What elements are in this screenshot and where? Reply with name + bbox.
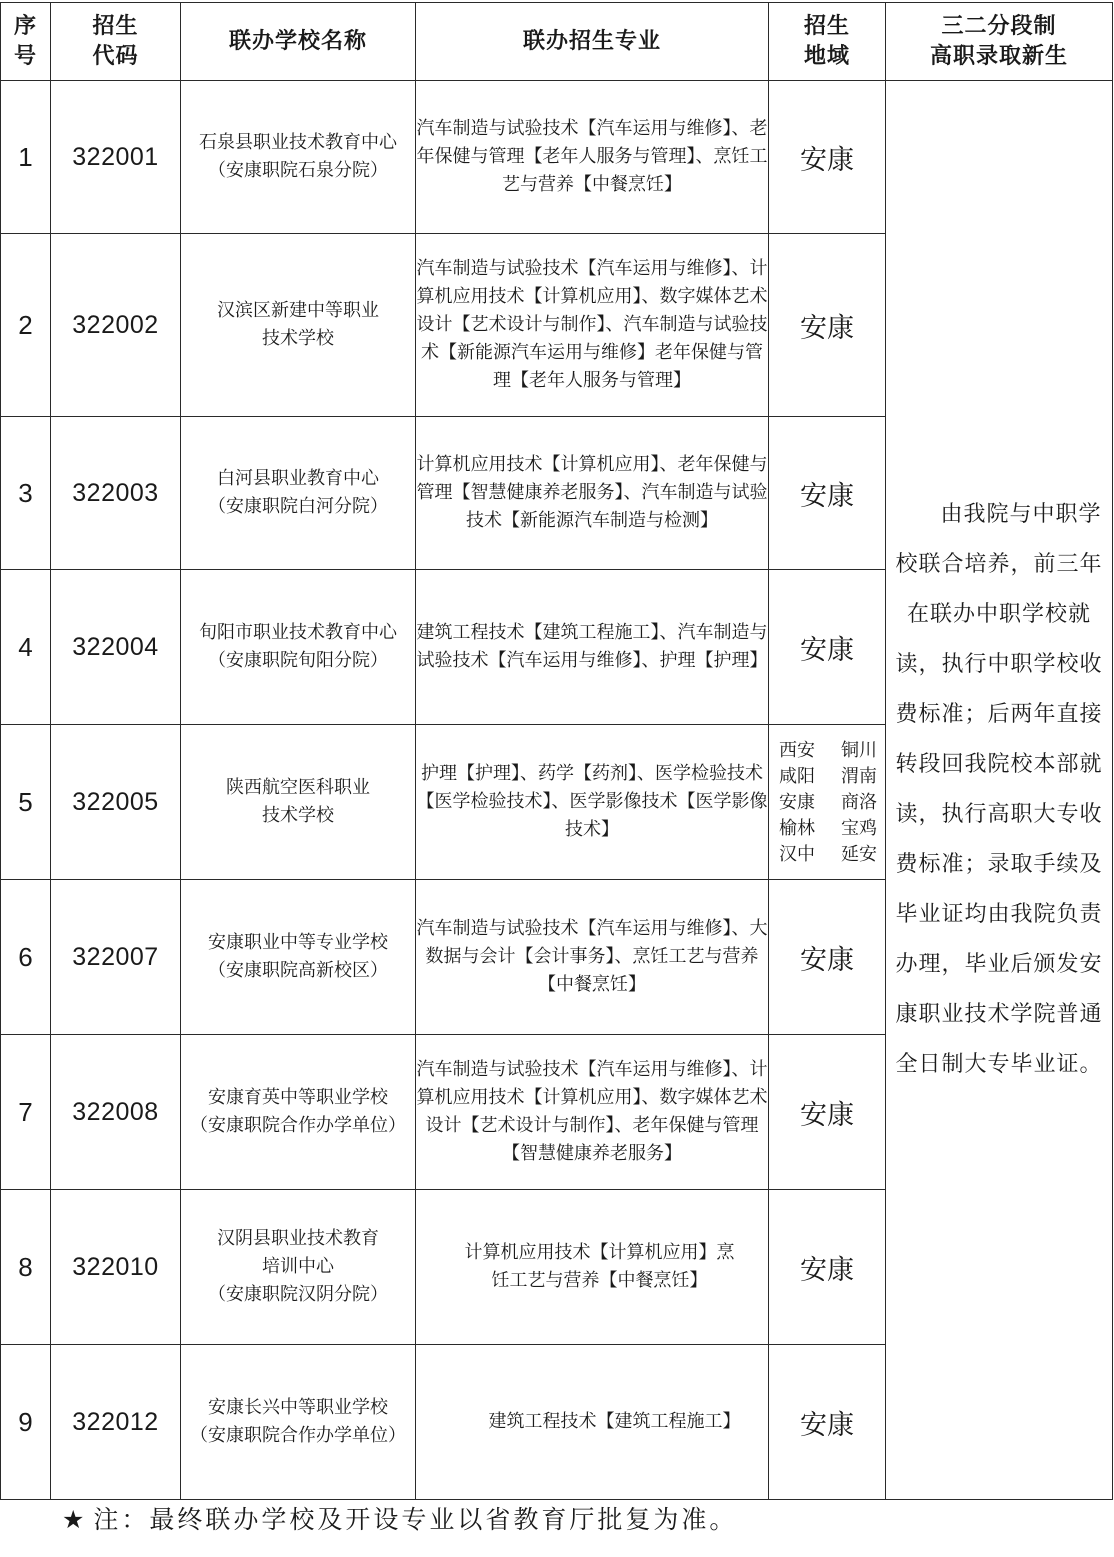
row-code: 322005 <box>51 725 181 880</box>
row-code: 322003 <box>51 417 181 570</box>
header-code: 招生 代码 <box>51 3 181 81</box>
row-seq: 9 <box>1 1345 51 1500</box>
row-seq: 7 <box>1 1035 51 1190</box>
row-seq: 3 <box>1 417 51 570</box>
row-code: 322008 <box>51 1035 181 1190</box>
row-code: 322001 <box>51 81 181 234</box>
row-seq: 2 <box>1 234 51 417</box>
header-seq: 序 号 <box>1 3 51 81</box>
row-majors: 汽车制造与试验技术【汽车运用与维修】、计算机应用技术【计算机应用】、数字媒体艺术设计【艺术设计与制作】、老年保健与管理【智慧健康养老服务】 <box>416 1035 769 1190</box>
admission-note: 由我院与中职学校联合培养，前三年在联办中职学校就读，执行中职学校收费标准；后两年直接转段回我院校本部就读，执行高职大专收费标准；录取手续及毕业证均由我院负责办理，毕业后颁发安康职业技术学院普通全日制大专毕业证。 <box>886 81 1113 1500</box>
row-region: 安康 <box>769 1345 886 1500</box>
region-item: 宝鸡 <box>841 817 877 839</box>
row-seq: 4 <box>1 570 51 725</box>
row-region: 安康 <box>769 417 886 570</box>
region-item: 铜川 <box>841 739 877 761</box>
header-region: 招生 地域 <box>769 3 886 81</box>
row-school: 汉滨区新建中等职业 技术学校 <box>181 234 416 417</box>
row-majors: 计算机应用技术【计算机应用】、老年保健与管理【智慧健康养老服务】、汽车制造与试验技术【新能源汽车制造与检测】 <box>416 417 769 570</box>
table-row <box>1 81 1113 234</box>
row-code: 322012 <box>51 1345 181 1500</box>
row-code: 322010 <box>51 1190 181 1345</box>
row-seq: 5 <box>1 725 51 880</box>
row-majors: 护理【护理】、药学【药剂】、医学检验技术【医学检验技术】、医学影像技术【医学影像技术】 <box>416 725 769 880</box>
row-school: 汉阴县职业技术教育 培训中心 （安康职院汉阴分院） <box>181 1190 416 1345</box>
row-majors: 汽车制造与试验技术【汽车运用与维修】、大数据与会计【会计事务】、烹饪工艺与营养【中餐烹饪】 <box>416 880 769 1035</box>
row-school: 石泉县职业技术教育中心 （安康职院石泉分院） <box>181 81 416 234</box>
row-school: 安康职业中等专业学校 （安康职院高新校区） <box>181 880 416 1035</box>
region-item: 渭南 <box>841 765 877 787</box>
header-note: 三二分段制 高职录取新生 <box>886 3 1113 81</box>
row-region <box>769 725 886 880</box>
row-seq: 6 <box>1 880 51 1035</box>
footnote <box>62 1500 737 1536</box>
row-code: 322002 <box>51 234 181 417</box>
row-majors: 汽车制造与试验技术【汽车运用与维修】、老年保健与管理【老年人服务与管理】、烹饪工艺与营养【中餐烹饪】 <box>416 81 769 234</box>
row-code: 322004 <box>51 570 181 725</box>
row-majors: 建筑工程技术【建筑工程施工】、汽车制造与试验技术【汽车运用与维修】、护理【护理】 <box>416 570 769 725</box>
row-code: 322007 <box>51 880 181 1035</box>
region-item: 商洛 <box>841 791 877 813</box>
row-majors: 计算机应用技术【计算机应用】烹饪工艺与营养【中餐烹饪】 <box>416 1190 769 1345</box>
row-school: 白河县职业教育中心 （安康职院白河分院） <box>181 417 416 570</box>
row-region: 安康 <box>769 234 886 417</box>
row-majors: 建筑工程技术【建筑工程施工】 <box>416 1345 769 1500</box>
enrollment-table <box>0 2 1113 1500</box>
row-region: 安康 <box>769 1035 886 1190</box>
header-major: 联办招生专业 <box>416 3 769 81</box>
header-school: 联办学校名称 <box>181 3 416 81</box>
row-seq: 8 <box>1 1190 51 1345</box>
row-region: 安康 <box>769 570 886 725</box>
row-majors: 汽车制造与试验技术【汽车运用与维修】、计算机应用技术【计算机应用】、数字媒体艺术设计【艺术设计与制作】、汽车制造与试验技术【新能源汽车运用与维修】老年保健与管理【老年人服务与管理】 <box>416 234 769 417</box>
region-item: 安康 <box>779 791 815 813</box>
row-school: 安康育英中等职业学校 （安康职院合作办学单位） <box>181 1035 416 1190</box>
region-item: 汉中 <box>779 843 815 865</box>
row-school: 旬阳市职业技术教育中心 （安康职院旬阳分院） <box>181 570 416 725</box>
row-region: 安康 <box>769 1190 886 1345</box>
footnote-text: 注：最终联办学校及开设专业以省教育厅批复为准。 <box>93 1505 738 1534</box>
region-list <box>769 738 885 867</box>
region-item: 榆林 <box>779 817 815 839</box>
header-row <box>1 3 1113 81</box>
star-icon: ★ <box>62 1505 88 1534</box>
region-item: 西安 <box>779 739 815 761</box>
row-region: 安康 <box>769 81 886 234</box>
row-school: 安康长兴中等职业学校 （安康职院合作办学单位） <box>181 1345 416 1500</box>
row-school: 陕西航空医科职业 技术学校 <box>181 725 416 880</box>
row-region: 安康 <box>769 880 886 1035</box>
row-seq: 1 <box>1 81 51 234</box>
region-item: 咸阳 <box>779 765 815 787</box>
region-item: 延安 <box>841 843 877 865</box>
